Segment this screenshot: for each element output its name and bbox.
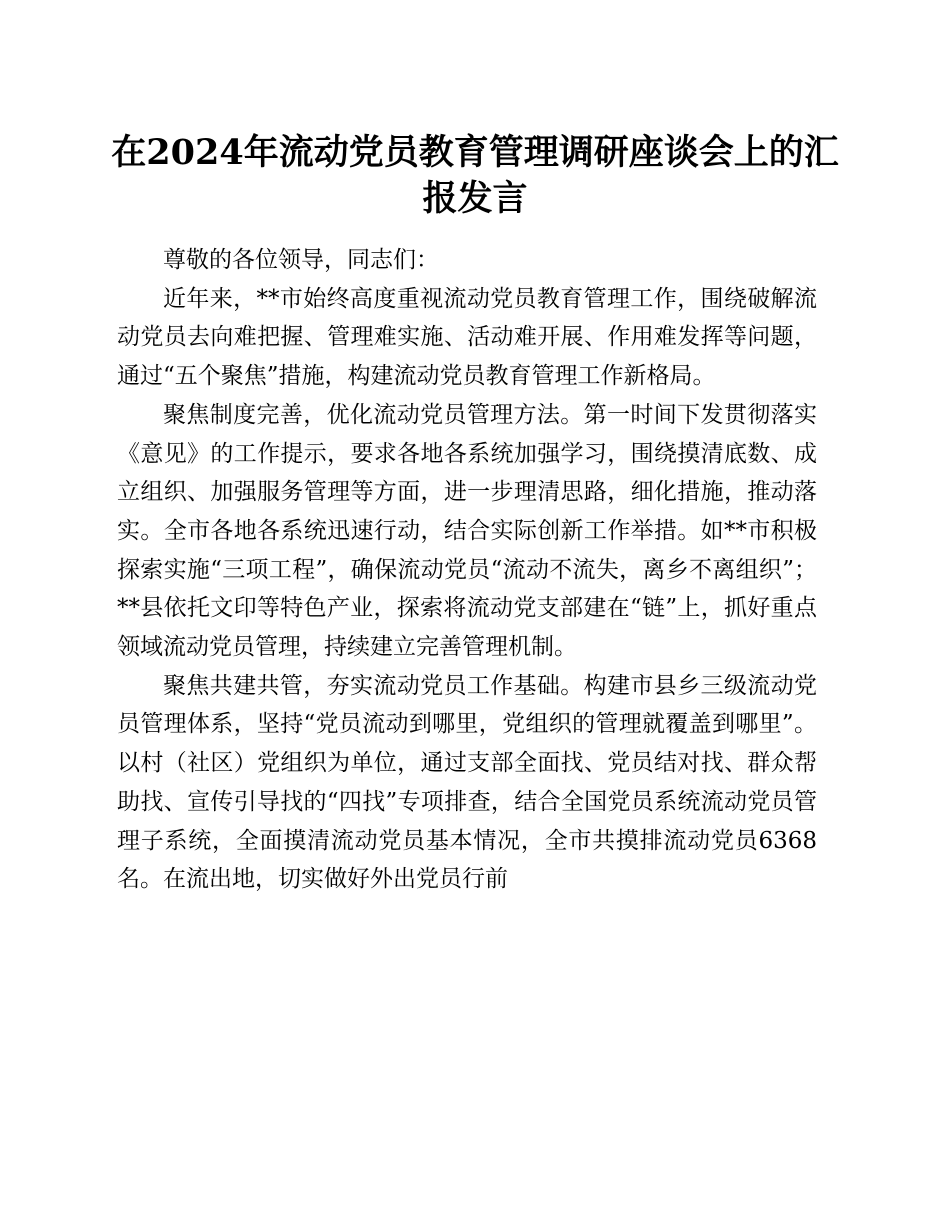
intro-paragraph: 近年来，**市始终高度重视流动党员教育管理工作，围绕破解流动党员去向难把握、管理难实施、活动难开展、作用难发挥等问题，通过“五个聚焦”措施，构建流动党员教育管理工作新格局。 xyxy=(117,285,817,390)
salutation-paragraph: 尊敬的各位领导，同志们： xyxy=(163,247,439,273)
co-construction-paragraph: 聚焦共建共管，夯实流动党员工作基础。构建市县乡三级流动党员管理体系，坚持“党员流动到哪里，党组织的管理就覆盖到哪里”。以村（社区）党组织为单位，通过支部全面找、党员结对找、群众帮助找、宣传引导找的“四找”专项排查，结合全国党员系统流动党员管理子系统，全面摸清流动党员基本情况，全市共摸排流动党员6368名。在流出地，切实做好外出党员行前 xyxy=(117,672,817,893)
system-improvement-paragraph: 聚焦制度完善，优化流动党员管理方法。第一时间下发贯彻落实《意见》的工作提示，要求各地各系统加强学习，围绕摸清底数、成立组织、加强服务管理等方面，进一步理清思路，细化措施，推动落实。全市各地各系统迅速行动，结合实际创新工作举措。如**市积极探索实施“三项工程”，确保流动党员“流动不流失，离乡不离组织”；**县依托文印等特色产业，探索将流动党支部建在“链”上，抓好重点领域流动党员管理，持续建立完善管理机制。 xyxy=(117,401,817,661)
document-title: 在2024年流动党员教育管理调研座谈会上的汇报发言 xyxy=(111,132,839,219)
document-body xyxy=(117,241,817,899)
